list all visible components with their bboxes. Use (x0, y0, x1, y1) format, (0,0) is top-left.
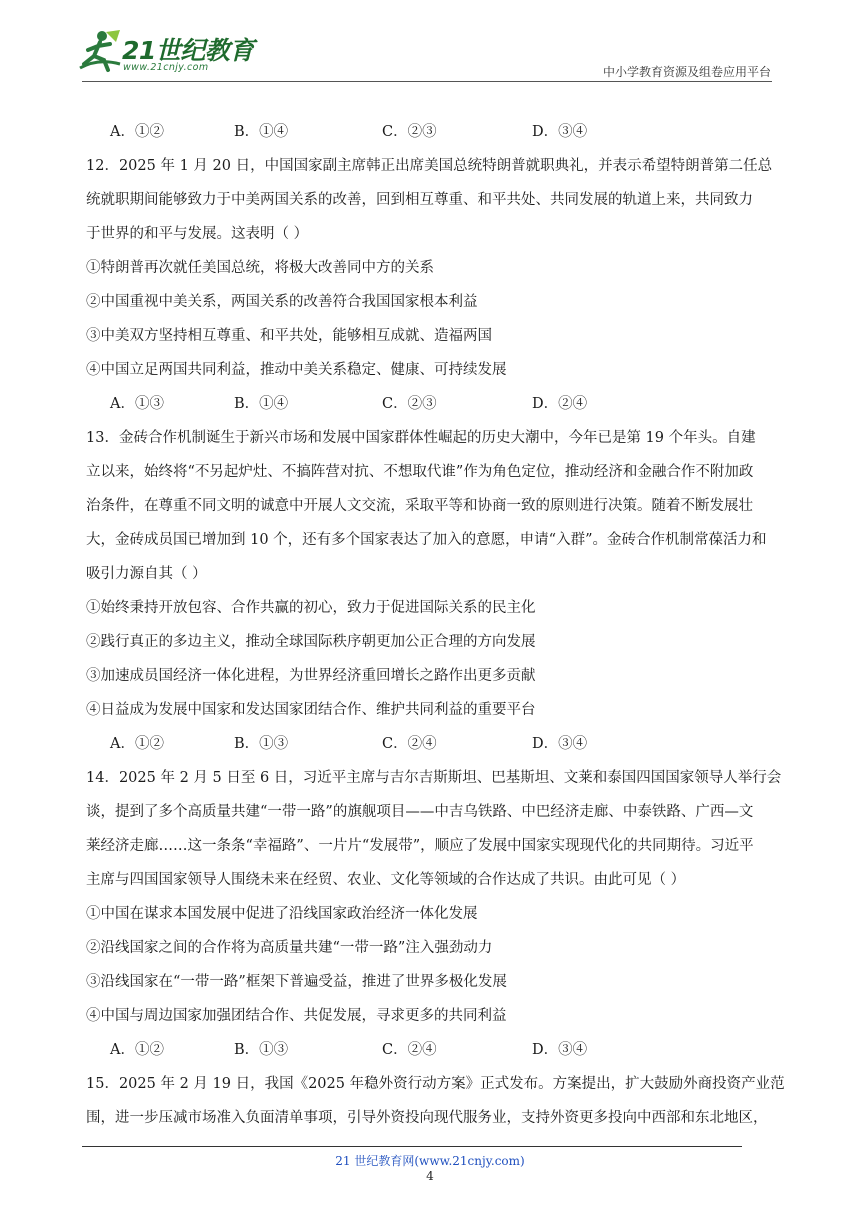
q13-stem-line: 13．金砖合作机制诞生于新兴市场和发展中国家群体性崛起的历史大潮中，今年已是第 19 个年头。自建 (86, 430, 756, 446)
q13-statement-4: ④日益成为发展中国家和发达国家团结合作、维护共同利益的重要平台 (86, 702, 536, 718)
page-header (0, 0, 860, 90)
header-divider (82, 81, 772, 82)
q12-statement-2: ②中国重视中美关系，两国关系的改善符合我国国家根本利益 (86, 294, 478, 310)
footer-site-link[interactable]: 21 世纪教育网(www.21cnjy.com) (335, 1154, 525, 1168)
q11-option-c: C．②③ (382, 124, 437, 140)
footer-divider (82, 1146, 742, 1147)
page-number: 4 (426, 1169, 434, 1183)
q13-statement-1: ①始终秉持开放包容、合作共赢的初心，致力于促进国际关系的民主化 (86, 600, 536, 616)
q14-statement-1: ①中国在谋求本国发展中促进了沿线国家政治经济一体化发展 (86, 906, 478, 922)
q13-statement-3: ③加速成员国经济一体化进程，为世界经济重回增长之路作出更多贡献 (86, 668, 536, 684)
q12-option-b: B．①④ (234, 396, 289, 412)
q14-statement-3: ③沿线国家在“一带一路”框架下普遍受益，推进了世界多极化发展 (86, 974, 507, 990)
q12-stem-line: 于世界的和平与发展。这表明（ ） (86, 226, 309, 242)
q13-option-a: A．①② (110, 736, 164, 752)
q14-stem-line: 主席与四国国家领导人围绕未来在经贸、农业、文化等领域的合作达成了共识。由此可见（ ） (86, 872, 686, 888)
q14-stem-line: 谈，提到了多个高质量共建“一带一路”的旗舰项目——中吉乌铁路、中巴经济走廊、中泰铁路、广西—文 (86, 804, 754, 820)
q14-option-b: B．①③ (234, 1042, 289, 1058)
q11-option-d: D．③④ (532, 124, 588, 140)
q13-stem-line: 大，金砖成员国已增加到 10 个，还有多个国家表达了加入的意愿，申请“入群”。金砖合作机制常葆活力和 (86, 532, 767, 548)
q12-option-a: A．①③ (110, 396, 164, 412)
q12-option-c: C．②③ (382, 396, 437, 412)
q14-option-a: A．①② (110, 1042, 164, 1058)
q13-option-b: B．①③ (234, 736, 289, 752)
q12-statement-4: ④中国立足两国共同利益，推动中美关系稳定、健康、可持续发展 (86, 362, 507, 378)
q12-stem-line: 12．2025 年 1 月 20 日，中国国家副主席韩正出席美国总统特朗普就职典礼，并表示希望特朗普第二任总 (86, 158, 773, 174)
q12-statement-1: ①特朗普再次就任美国总统，将极大改善同中方的关系 (86, 260, 434, 276)
q14-statement-2: ②沿线国家之间的合作将为高质量共建“一带一路”注入强劲动力 (86, 940, 493, 956)
q14-option-c: C．②④ (382, 1042, 437, 1058)
q11-option-b: B．①④ (234, 124, 289, 140)
q14-stem-line: 14．2025 年 2 月 5 日至 6 日，习近平主席与吉尔吉斯斯坦、巴基斯坦、文莱和泰国四国国家领导人举行会 (86, 770, 782, 786)
q13-option-c: C．②④ (382, 736, 437, 752)
q13-stem-line: 立以来，始终将“不另起炉灶、不搞阵营对抗、不想取代谁”作为角色定位，推动经济和金融合作不附加政 (86, 464, 754, 480)
q13-option-d: D．③④ (532, 736, 588, 752)
q14-stem-line: 莱经济走廊……这一条条“幸福路”、一片片“发展带”，顺应了发展中国家实现现代化的共同期待。习近平 (86, 838, 754, 854)
logo-url: www.21cnjy.com (123, 62, 209, 73)
q12-option-d: D．②④ (532, 396, 588, 412)
q14-statement-4: ④中国与周边国家加强团结合作、共促发展，寻求更多的共同利益 (86, 1008, 507, 1024)
q12-stem-line: 统就职期间能够致力于中美两国关系的改善，回到相互尊重、和平共处、共同发展的轨道上来，共同致力 (86, 192, 753, 208)
q11-option-a: A．①② (110, 124, 164, 140)
logo-text: 21世纪教育 (122, 36, 254, 65)
q12-statement-3: ③中美双方坚持相互尊重、和平共处，能够相互成就、造福两国 (86, 328, 492, 344)
q13-statement-2: ②践行真正的多边主义，推动全球国际秩序朝更加公正合理的方向发展 (86, 634, 536, 650)
platform-title: 中小学教育资源及组卷应用平台 (602, 65, 771, 79)
q15-stem-line: 15．2025 年 2 月 19 日，我国《2025 年稳外资行动方案》正式发布。方案提出，扩大鼓励外商投资产业范 (86, 1076, 785, 1092)
q15-stem-line: 围，进一步压减市场准入负面清单事项，引导外资投向现代服务业，支持外资更多投向中西部和东北地区， (86, 1110, 768, 1126)
q13-stem-line: 吸引力源自其（ ） (86, 566, 207, 582)
q13-stem-line: 治条件，在尊重不同文明的诚意中开展人文交流，采取平等和协商一致的原则进行决策。随着不断发展壮 (86, 498, 753, 514)
q14-option-d: D．③④ (532, 1042, 588, 1058)
